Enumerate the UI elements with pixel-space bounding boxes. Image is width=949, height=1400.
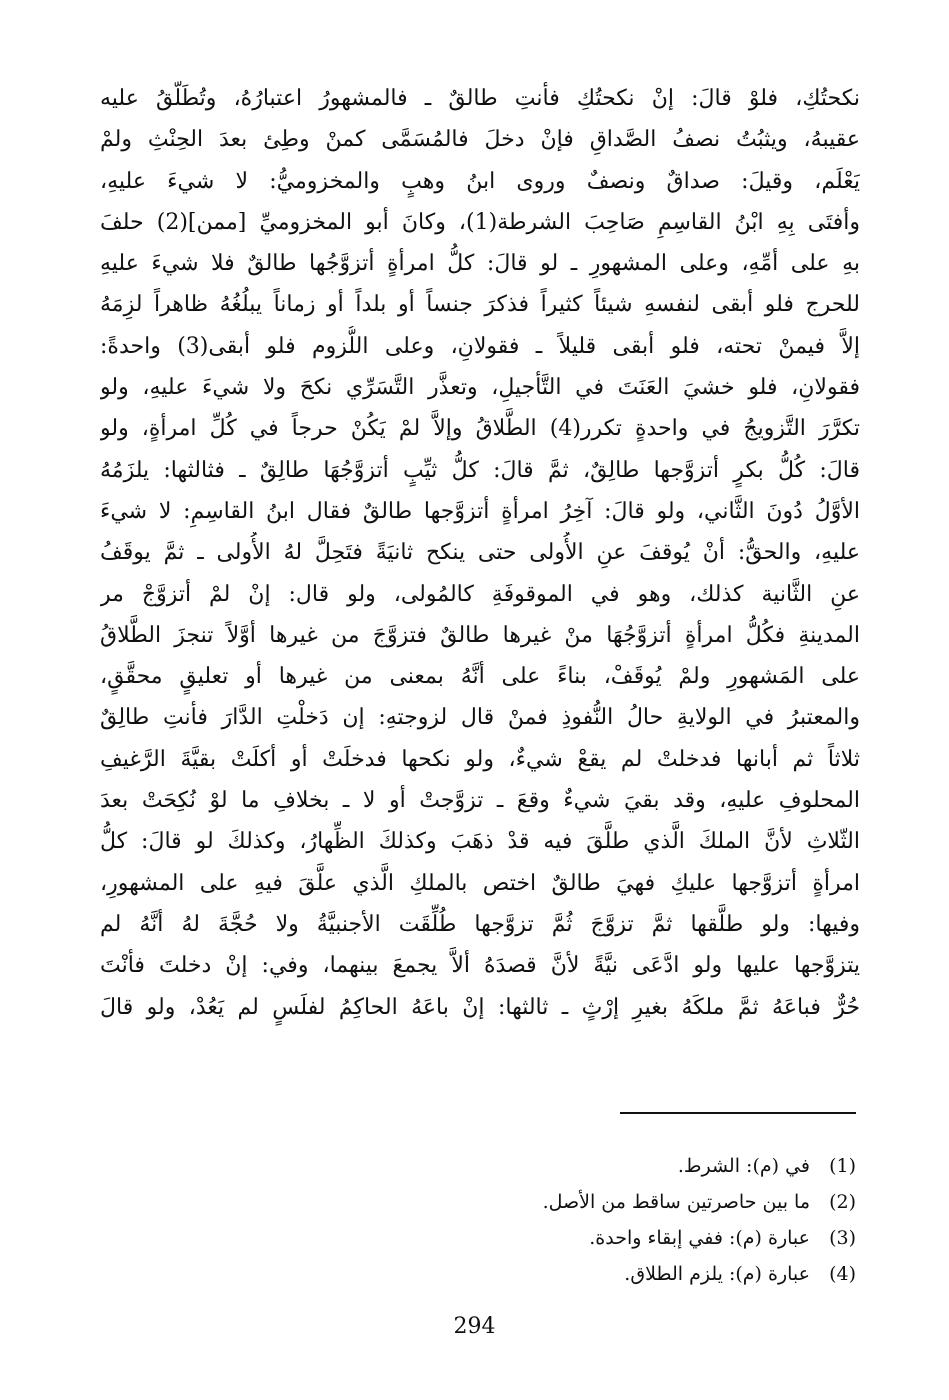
footnote-text: ما بين حاصرتين ساقط من الأصل. bbox=[542, 1191, 810, 1213]
footnote-item bbox=[356, 1184, 856, 1220]
text-line: عنِ الثَّانية كذلك، وهو في الموقوفَةِ كالمُولى، ولو قال: إنْ لمْ أتزوَّجْ مر bbox=[100, 581, 860, 607]
text-line: حُرٌّ فباعَهُ ثمَّ ملكَهُ بغيرِ إرْثٍ ـ ثالثها: إنْ باعَهُ الحاكِمُ لفلَسٍ لم يَعُدْ، ولو قالَ bbox=[100, 994, 860, 1020]
footnote-item bbox=[356, 1220, 856, 1256]
text-line: نكحتُكِ، فلوْ قالَ: إنْ نكحتُكِ فأنتِ طالقٌ ـ فالمشهورُ اعتبارُهُ، وتُطَلّقُ عليه bbox=[100, 86, 860, 111]
text-line: الثّلاثِ لأنَّ الملكَ الَّذي طلَّقَ فيه قدْ ذهَبَ وكذلكَ الظِّهارُ، وكذلكَ لو قالَ: كلُّ bbox=[100, 829, 860, 855]
text-line: وفيها: ولو طلَّقها ثمَّ تزوَّجَ ثُمَّ تزوَّجها طُلِّقَت الأجنبيَّةُ ولا حُجَّةَ لهُ أنَّهُ لم bbox=[100, 911, 860, 937]
text-line: يتزوَّجها عليها ولو ادَّعَى نيَّةً لأنَّ قصدَهُ ألاَّ يجمعَ بينهما، وفي: إنْ دخلتَ فأنْتَ bbox=[100, 953, 860, 979]
footnote-text: عبارة (م): يلزم الطلاق. bbox=[624, 1263, 810, 1285]
text-line: الأوَّلُ دُونَ الثَّاني، ولو قالَ: آخِرُ امرأةٍ أتزوَّجها طالقٌ فقال ابنُ القاسِمِ: لا شيءَ bbox=[100, 498, 860, 524]
text-line: وأفتَى بِهِ ابْنُ القاسِمِ صَاحِبَ الشرطة(1)، وكانَ أبو المخزوميِّ [ممن](2) حلفَ bbox=[100, 209, 860, 235]
footnotes bbox=[356, 1148, 856, 1292]
text-line: امرأةٍ أتزوَّجها عليكِ فهيَ طالقٌ اختص بالملكِ الَّذي علَّقَ فيهِ على المشهورِ، bbox=[100, 870, 860, 896]
text-line: المحلوفِ عليهِ، وقد بقيَ شيءٌ وقعَ ـ تزوَّجتْ أو لا ـ بخلافِ ما لوْ نُكِحَتْ بعدَ bbox=[100, 788, 860, 814]
text-line: للحرج فلو أبقى لنفسهِ شيئاً كثيراً فذكرَ جنساً أو بلداً أو زماناً يبلُغُهُ ظاهراً لزِمَهُ bbox=[100, 292, 860, 318]
text-line: بهِ على أمِّهِ، وعلى المشهورِ ـ لو قالَ: كلُّ امرأةٍ أتزوَّجُها طالقٌ فلا شيءَ عليهِ bbox=[100, 251, 860, 277]
text-line: المدينةِ فكُلُّ امرأةٍ أتزوَّجُهَا منْ غيرها طالقٌ فتزوَّجَ من غيرها أوَّلاً تنجزَ الطَّلاقُ bbox=[100, 622, 860, 648]
text-line: على المَشهورِ ولمْ يُوقَفْ، بناءً على أنَّهُ بمعنى من غيرها أو تعليقٍ محقَّقٍ، bbox=[100, 664, 860, 690]
footnote-number: (1) bbox=[829, 1155, 856, 1177]
main-text-block bbox=[100, 78, 860, 1028]
footnote-item bbox=[356, 1148, 856, 1184]
text-line: والمعتبرُ في الولايةِ حالُ النُّفوذِ فمنْ قال لزوجتهِ: إن دَخلْتِ الدَّارَ فأنتِ طالِقٌ bbox=[100, 705, 860, 731]
page-number: 294 bbox=[453, 1314, 496, 1339]
text-line: عليهِ، والحقُّ: أنْ يُوقفَ عنِ الأُولى حتى ينكح ثانيَةً فتَحِلَّ لهُ الأُولى ـ ثمَّ يوقَفُ bbox=[100, 540, 860, 566]
footnote-item bbox=[356, 1256, 856, 1292]
text-line: ثلاثاً ثم أبانها فدخلتْ لم يقعْ شيءٌ، ولو نكحها فدخلَتْ أو أكلَتْ بقيَّةَ الرَّغيفِ bbox=[100, 746, 860, 772]
text-line: يَعْلَم، وقيلَ: صداقٌ ونصفٌ وروى ابنُ وهبٍ والمخزوميُّ: لا شيءَ عليهِ، bbox=[100, 168, 860, 194]
text-line: تكرَّرَ التَّزويجُ في واحدةٍ تكرر(4) الطَّلاقُ وإلاَّ لمْ يَكُنْ حرجاً في كُلِّ امرأةٍ، ولو bbox=[100, 416, 860, 442]
footnote-text: عبارة (م): ففي إبقاء واحدة. bbox=[589, 1227, 810, 1249]
text-line: قالَ: كُلُّ بكرٍ أتزوَّجها طالِقٌ، ثمَّ قالَ: كلُّ ثيِّبٍ أتزوَّجُهَا طالِقٌ ـ فثالثها: يلزَمُهُ bbox=[100, 457, 860, 483]
footnote-number: (3) bbox=[829, 1227, 856, 1249]
text-line: عقيبهُ، ويثبُتُ نصفُ الصَّداقِ فإنْ دخلَ فالمُسَمَّى كمنْ وطِئ بعدَ الحِنْثِ ولمْ bbox=[100, 127, 860, 153]
text-line: فقولانِ، فلو خشيَ العَنَتَ في التَّأجيلِ، وتعذَّر التَّسَرِّي نكحَ ولا شيءَ عليهِ، ولو bbox=[100, 375, 860, 401]
footnote-separator bbox=[620, 1112, 856, 1114]
footnote-text: في (م): الشرط. bbox=[677, 1155, 810, 1177]
footnote-number: (2) bbox=[829, 1191, 856, 1213]
text-line: إلاَّ فيمنْ تحته، فلو أبقى قليلاً ـ فقولانِ، وعلى اللُّزوم فلو أبقى(3) واحدةً: bbox=[100, 333, 860, 359]
footnote-number: (4) bbox=[829, 1263, 856, 1285]
